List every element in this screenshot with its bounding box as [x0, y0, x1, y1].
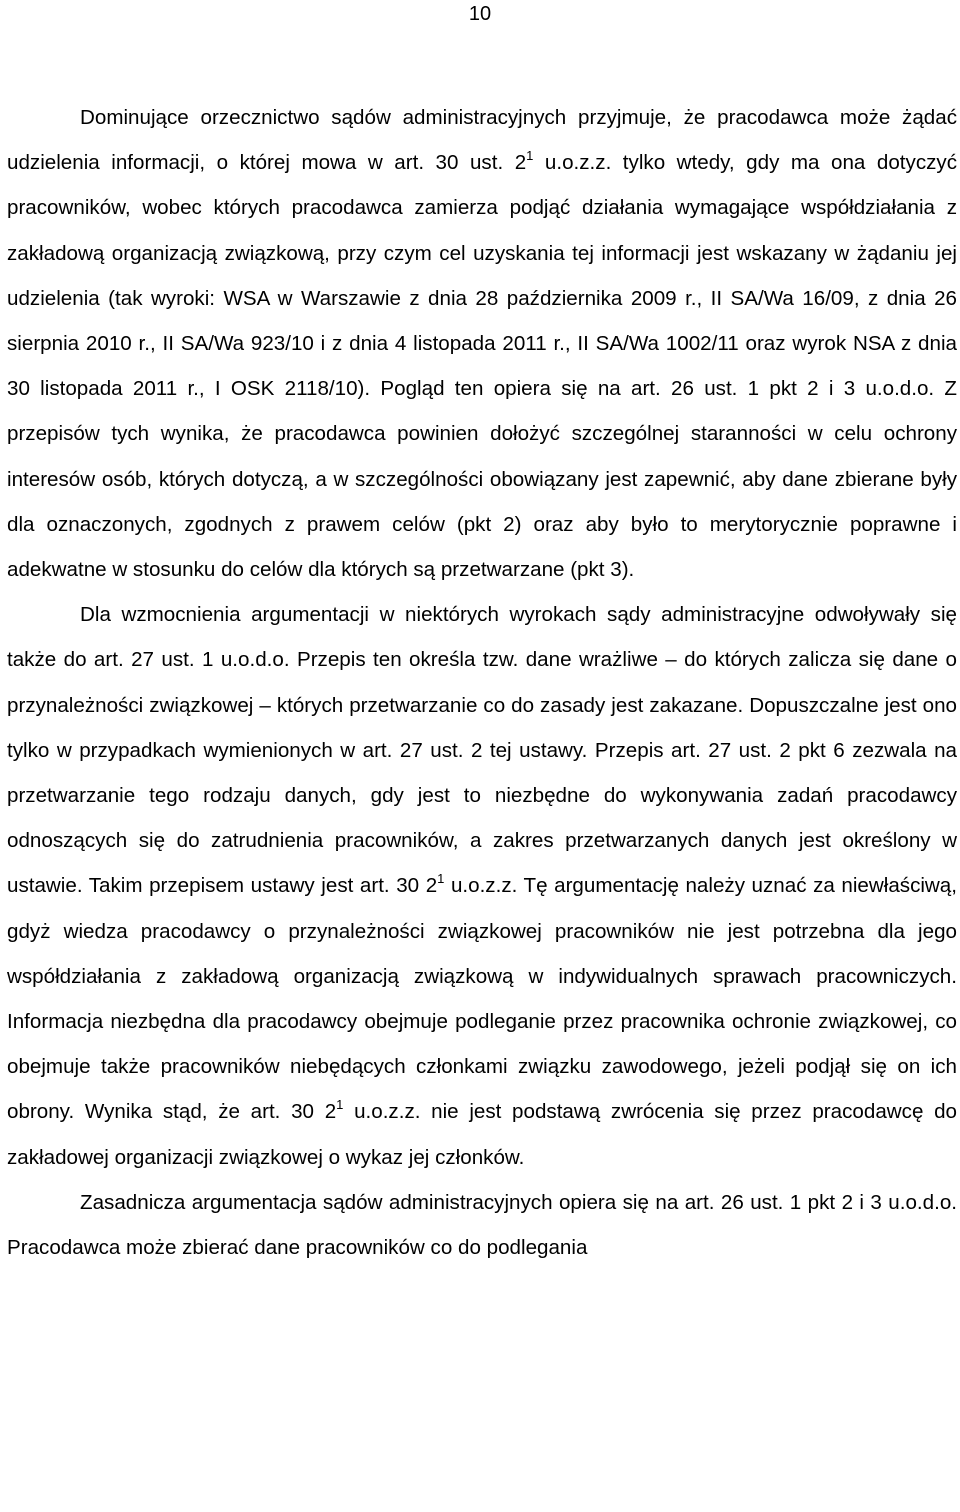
paragraph-2-art-30-para-b: 2	[324, 1100, 337, 1124]
paragraph-2-superscript-b: 1	[336, 1097, 344, 1113]
page-number: 10	[468, 3, 492, 25]
paragraph-2	[7, 592, 957, 1180]
document-body	[7, 95, 957, 1270]
paragraph-1-text-b: u.o.z.z. tylko wtedy, gdy ma ona dotyczyć pracowników, wobec których pracodawca zamierza podjąć działania wymagające współdziałania z zakładową organizacją związkową, przy czym cel uzyskania tej informacji jest wskazany w żądaniu jej udzielenia (tak wyroki: WSA w Warszawie z dnia 28 października 2009 r., II SA/Wa 16/09, z dnia 26 sierpnia 2010 r., II SA/Wa 923/10 i z dnia 4 listopada 2011 r., II SA/Wa 1002/11 oraz wyrok NSA z dnia 30 listopada 2011 r., I OSK 2118/10). Pogląd ten opiera się na art. 26 ust. 1 pkt 2 i 3 u.o.d.o. Z przepisów tych wynika, że pracodawca powinien dołożyć szczególnej staranności w celu ochrony interesów osób, których dotyczą, a w szczególności obowiązany jest zapewnić, aby dane zbierane były dla oznaczonych, zgodnych z prawem celów (pkt 2) oraz aby było to merytorycznie poprawne i adekwatne w stosunku do celów dla których są przetwarzane (pkt 3).	[7, 151, 958, 582]
paragraph-2-text-a: Dla wzmocnienia argumentacji w niektórych wyrokach sądy administracyjne odwoływały się także do art. 27 ust. 1 u.o.d.o. Przepis ten określa tzw. dane wrażliwe – do których zalicza się dane o przynależności związkowej – których przetwarzanie co do zasady jest zakazane. Dopuszczalne jest ono tylko w przypadkach wymienionych w art. 27 ust. 2 tej ustawy. Przepis art. 27 ust. 2 pkt 6 zezwala na przetwarzanie tego rodzaju danych, gdy jest to niezbędne do wykonywania zadań pracodawcy odnoszących się do zatrudnienia pracowników, a zakres przetwarzanych danych jest określony w ustawie. Takim przepisem ustawy jest art. 30	[7, 603, 957, 898]
paragraph-2-superscript-a: 1	[437, 871, 445, 887]
paragraph-1-text-a: Dominujące orzecznictwo sądów administracyjnych przyjmuje, że pracodawca może żądać udzielenia informacji, o której mowa w art. 30 ust. 2	[7, 106, 957, 175]
paragraph-3	[7, 1180, 957, 1270]
paragraph-2-art-30-para-a: 2	[425, 874, 438, 898]
paragraph-2-text-b: u.o.z.z. Tę argumentację należy uznać za niewłaściwą, gdyż wiedza pracodawcy o przynależności związkowej pracowników nie jest potrzebna dla jego współdziałania z zakładową organizacją związkową w indywidualnych sprawach pracowniczych. Informacja niezbędna dla pracodawcy obejmuje podleganie przez pracownika ochronie związkowej, co obejmuje także pracowników niebędących członkami związku zawodowego, jeżeli podjął się on ich obrony. Wynika stąd, że art. 30	[7, 874, 957, 1124]
paragraph-1-superscript: 1	[526, 148, 534, 164]
paragraph-1	[7, 95, 957, 592]
paragraph-3-text: Zasadnicza argumentacja sądów administracyjnych opiera się na art. 26 ust. 1 pkt 2 i 3 u.o.d.o. Pracodawca może zbierać dane pracowników co do podlegania	[7, 1190, 957, 1260]
paragraph-2-text-c: u.o.z.z. nie jest podstawą zwrócenia się przez pracodawcę do zakładowej organizacji związkowej o wykaz jej członków.	[7, 1100, 957, 1169]
